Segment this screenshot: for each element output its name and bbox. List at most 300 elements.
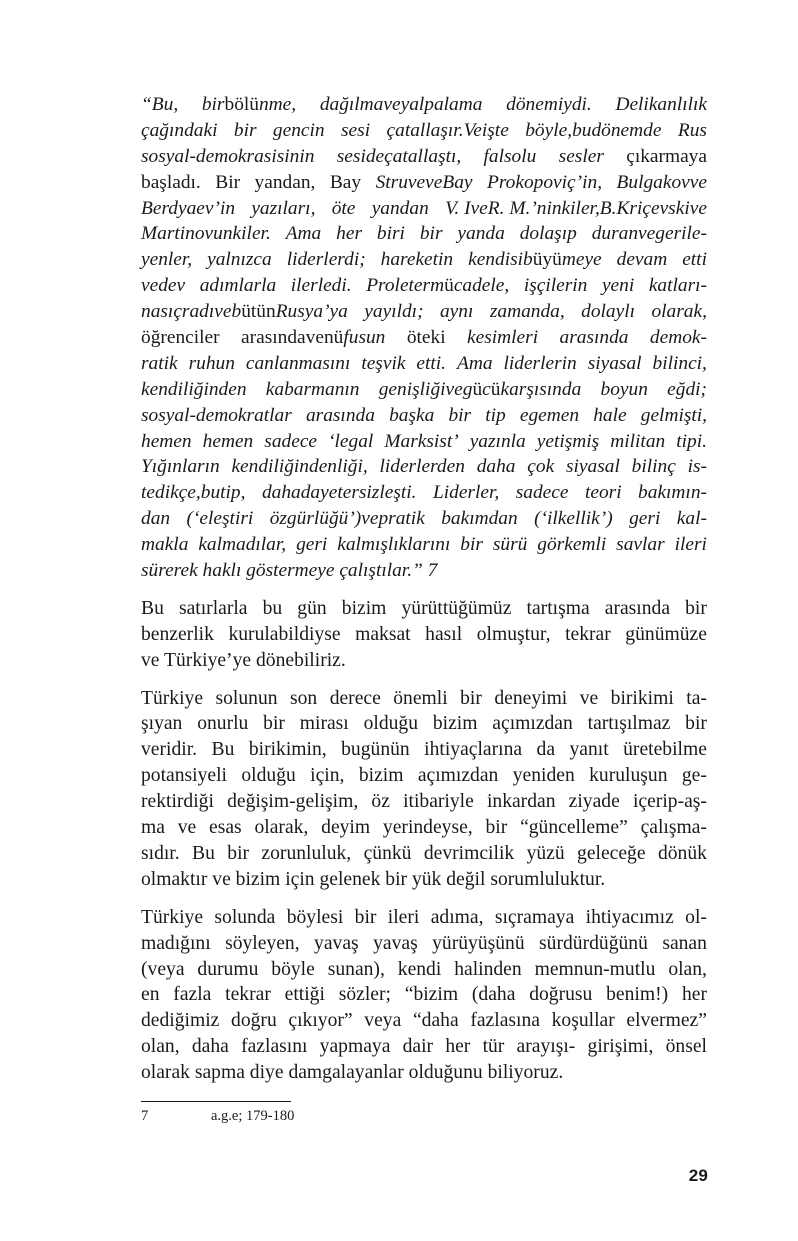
- word-group: [141, 403, 292, 429]
- roman-run: ö: [234, 94, 244, 115]
- word: yeni: [601, 275, 635, 297]
- footnote: [141, 1106, 707, 1126]
- text-line: [141, 1034, 707, 1060]
- text-line: [141, 622, 707, 648]
- word: ruhun: [188, 352, 235, 374]
- word: V. I: [445, 197, 471, 219]
- word: bir: [201, 94, 225, 115]
- word-group: [384, 429, 458, 455]
- word: pratik: [378, 508, 425, 530]
- word: Türkiye: [141, 687, 204, 709]
- word: sadece: [264, 430, 318, 452]
- word: öte: [331, 197, 356, 219]
- word: bilinci,: [652, 352, 707, 374]
- word: bir: [685, 713, 707, 735]
- word: ratik: [141, 352, 178, 374]
- word: yerindeyse,: [382, 817, 473, 839]
- word-group: [141, 92, 178, 118]
- text-line: [141, 532, 707, 558]
- word-group: [141, 221, 271, 247]
- word: kalmışlıklarını: [337, 534, 451, 556]
- word: sunan),: [327, 958, 385, 980]
- word-group: [520, 221, 577, 247]
- word: tekrar: [225, 984, 271, 1006]
- word: solunun: [215, 687, 278, 709]
- word-group: [516, 480, 569, 506]
- word: ‘legal: [328, 430, 374, 452]
- word: ve: [383, 94, 401, 115]
- word: kalmadılar,: [198, 534, 287, 556]
- word: bir: [460, 534, 483, 556]
- word: tipi.: [676, 430, 707, 452]
- word-group: [141, 351, 178, 377]
- word: tartışma: [526, 597, 590, 619]
- footnote-text: a.g.e; 179-180: [211, 1108, 295, 1124]
- word: dolaşıp: [519, 223, 577, 245]
- word: her: [681, 984, 707, 1006]
- word: elvermez”: [626, 1010, 707, 1032]
- word-group: [141, 325, 220, 351]
- word: tartışılmaz: [587, 713, 671, 735]
- word: çağındaki: [141, 119, 218, 141]
- roman-run: n: [265, 301, 276, 323]
- page-number: 29: [688, 1166, 708, 1185]
- word: en: [141, 984, 160, 1006]
- text-line: [141, 144, 707, 170]
- word: sıçramaya: [494, 906, 575, 928]
- word: mirası: [299, 713, 349, 735]
- word-group: [610, 429, 665, 455]
- word-group: [366, 273, 509, 299]
- word: geri: [296, 534, 328, 556]
- word-group: [615, 92, 707, 118]
- word: Ve: [463, 119, 482, 141]
- word: yüzü: [526, 842, 565, 864]
- word-group: [330, 170, 361, 196]
- word: memnun-mutlu: [534, 958, 656, 980]
- word: şıyan: [141, 713, 183, 735]
- text-line: [141, 648, 707, 674]
- word: genişliği: [378, 378, 446, 400]
- word: ma: [141, 817, 165, 839]
- word: kendisi: [468, 249, 524, 271]
- word: aynı: [439, 301, 474, 323]
- word: açımızdan: [492, 713, 573, 735]
- word: liderlerden: [379, 456, 465, 478]
- word: Bu: [192, 842, 215, 864]
- word: ve: [579, 687, 599, 709]
- word: olan,: [141, 1036, 180, 1058]
- word-group: [328, 429, 373, 455]
- word: yanıt: [569, 739, 609, 761]
- word: rektirdiği: [141, 791, 214, 813]
- word-group: [189, 351, 235, 377]
- text-line: [141, 325, 707, 351]
- word: için,: [310, 765, 345, 787]
- word: ve: [689, 197, 707, 219]
- word-group: [581, 299, 635, 325]
- word: bizim: [358, 765, 404, 787]
- text-line: [141, 789, 707, 815]
- word: teori: [584, 482, 622, 504]
- word-group: [676, 429, 707, 455]
- word-group: sürerek haklı göstermeye çalıştılar.” 7: [141, 560, 438, 582]
- word-group: [650, 325, 707, 351]
- text-line: [141, 118, 707, 144]
- text-line: [141, 957, 707, 983]
- word: sürdürdüğünü: [539, 932, 648, 954]
- word: dolaylı: [581, 301, 636, 323]
- word-group: [264, 429, 317, 455]
- word: kal-: [676, 508, 707, 530]
- roman-run: çıkarmaya: [626, 145, 707, 167]
- word: tip,: [220, 482, 246, 504]
- roman-run: arasında: [241, 327, 306, 349]
- word: adıma,: [430, 906, 484, 928]
- word: çatallaşır.: [386, 119, 464, 141]
- word-group: [651, 299, 706, 325]
- text-line: [141, 1060, 707, 1086]
- word: her: [336, 223, 363, 245]
- word-group: [585, 480, 622, 506]
- roman-run: ü: [490, 378, 501, 400]
- word: militan: [610, 430, 666, 452]
- word: bir: [227, 842, 250, 864]
- word: olduğu: [241, 765, 296, 787]
- word: arasında: [559, 327, 629, 349]
- word-group: [617, 170, 707, 196]
- word-group: [141, 247, 192, 273]
- roman-run: ü: [552, 249, 562, 271]
- word-group: [336, 221, 362, 247]
- word-group: olarak sapma diye damgalayanlar olduğunu biliyoruz.: [141, 1062, 564, 1084]
- word: Liderler,: [432, 482, 500, 504]
- word-group: [320, 92, 483, 118]
- word-group: [141, 299, 348, 325]
- word: böylesi: [286, 906, 344, 928]
- word: (veya: [141, 958, 185, 980]
- word: hemen: [141, 430, 192, 452]
- word-group: [441, 506, 517, 532]
- word-group: [675, 532, 707, 558]
- word-group: [470, 429, 526, 455]
- word: sürü: [492, 534, 528, 556]
- word: adımlarla: [199, 275, 277, 297]
- text-column: [141, 92, 707, 1086]
- word: olmuştur,: [476, 623, 551, 645]
- word-group: [616, 532, 664, 558]
- word: maksat: [355, 623, 411, 645]
- word: kuruluşun: [589, 765, 668, 787]
- word: da: [300, 482, 321, 504]
- text-line: [141, 596, 707, 622]
- word: sadece: [515, 482, 569, 504]
- footnote-marker: 7: [141, 1108, 149, 1124]
- word: g: [462, 378, 473, 400]
- word-group: [534, 506, 613, 532]
- word: gerile-: [655, 223, 707, 245]
- word-group: [291, 273, 352, 299]
- word-group: [379, 377, 582, 403]
- word: boyun: [600, 378, 648, 400]
- word: birikimin,: [248, 739, 327, 761]
- word-group: [141, 454, 220, 480]
- word: Ama: [456, 352, 493, 374]
- word-group: [287, 247, 366, 273]
- word: zamanda,: [489, 301, 565, 323]
- word-group: [407, 325, 446, 351]
- text-line: [141, 196, 707, 222]
- word: tedikçe,: [141, 482, 201, 504]
- word: ge-: [681, 765, 707, 787]
- word: sıçradı: [160, 301, 215, 323]
- word: “daha: [412, 1010, 459, 1032]
- roman-run: Bay: [329, 171, 362, 193]
- word: yazıları,: [251, 197, 316, 219]
- word: fazlasına: [470, 1010, 540, 1032]
- word: dair: [402, 1036, 434, 1058]
- word: bir: [354, 906, 377, 928]
- word-group: [376, 170, 473, 196]
- word-group: [477, 454, 516, 480]
- word: yazınla: [469, 430, 526, 452]
- word: yürüttüğümüz: [401, 597, 512, 619]
- word: çatallaştı,: [384, 145, 462, 167]
- word: böyle: [271, 958, 315, 980]
- word: ileri: [674, 534, 707, 556]
- word: böyle,: [525, 119, 573, 141]
- text-line: [141, 737, 707, 763]
- word: sesler: [558, 145, 604, 167]
- word: bir: [448, 404, 472, 426]
- word: derece: [329, 687, 381, 709]
- word-group: [296, 532, 327, 558]
- word: dönük: [657, 842, 707, 864]
- word: (‘ilkellik’): [534, 508, 613, 530]
- word: is-: [687, 456, 707, 478]
- word: dan: [141, 508, 171, 530]
- word: Yığınların: [141, 456, 220, 478]
- text-line: [141, 429, 707, 455]
- word-group: [638, 480, 707, 506]
- word: kabarmanın: [265, 378, 360, 400]
- word-group: [467, 325, 538, 351]
- word: ileri: [387, 906, 420, 928]
- word-group: [203, 429, 254, 455]
- word-group: [372, 196, 429, 222]
- word: yapmaya: [319, 1036, 391, 1058]
- word: kendiliğinden: [141, 378, 247, 400]
- word-group: [457, 221, 504, 247]
- word: ettiği: [284, 984, 325, 1006]
- roman-run: ü: [249, 94, 259, 115]
- word-group: [187, 506, 254, 532]
- word: ve: [214, 301, 232, 323]
- word: doğru: [231, 1010, 277, 1032]
- word: geleceğe: [577, 842, 646, 864]
- word: bu: [572, 119, 592, 141]
- word: ve: [470, 197, 488, 219]
- word: satırlarla: [178, 597, 248, 619]
- word: olan,: [668, 958, 707, 980]
- word-group: [332, 196, 356, 222]
- text-line: [141, 299, 707, 325]
- roman-run: öteki: [406, 327, 446, 349]
- word: sosyal-demokrasisinin: [141, 145, 315, 167]
- word: yayıldı;: [364, 301, 424, 323]
- word: biri: [376, 223, 405, 245]
- word-group: [207, 247, 272, 273]
- word-group: [286, 221, 322, 247]
- word: Marksist’: [384, 430, 459, 452]
- word: sosyal-demokratlar: [141, 404, 292, 426]
- word: egemen: [519, 404, 580, 426]
- word-group: [506, 92, 592, 118]
- word: teşvik: [361, 352, 406, 374]
- word: çünkü: [363, 842, 412, 864]
- word-group: [141, 273, 185, 299]
- word-group: [202, 92, 296, 118]
- word: Struve: [375, 171, 426, 193]
- word: çok: [527, 456, 555, 478]
- word: liderlerdi;: [286, 249, 366, 271]
- text-line: [141, 815, 707, 841]
- word: girişimi,: [587, 1036, 654, 1058]
- word-group: [215, 170, 240, 196]
- word: öz: [371, 791, 390, 813]
- word-group: [503, 351, 576, 377]
- word: madığını: [141, 932, 211, 954]
- word: kendi: [397, 958, 442, 980]
- word-group: [525, 118, 661, 144]
- word: üretebilme: [623, 739, 707, 761]
- word: geri: [629, 508, 661, 530]
- word: ihtiyacımız: [585, 906, 674, 928]
- text-line: [141, 480, 707, 506]
- text-line: [141, 221, 707, 247]
- word: devam: [616, 249, 668, 271]
- word: söyleyen,: [225, 932, 300, 954]
- word: yetişmiş: [536, 430, 600, 452]
- word: duran: [591, 223, 639, 245]
- word-group: [520, 403, 579, 429]
- word: sesi: [336, 145, 366, 167]
- word: birikimi: [610, 687, 674, 709]
- word: bizim: [341, 597, 387, 619]
- word: bir: [460, 687, 482, 709]
- text-line: [141, 403, 707, 429]
- word: olduğu: [363, 713, 419, 735]
- word: bir: [419, 223, 443, 245]
- word: her: [445, 1036, 471, 1058]
- word-group: [460, 532, 483, 558]
- text-line: [141, 763, 707, 789]
- word-group: [641, 403, 707, 429]
- roman-run: y: [542, 249, 553, 271]
- word: nme,: [258, 94, 297, 115]
- word: başka: [389, 404, 435, 426]
- word: Bay: [442, 171, 473, 193]
- word-group: [487, 170, 602, 196]
- roman-run: başladı.: [141, 171, 201, 193]
- paragraph-2: [141, 686, 707, 893]
- word: yalnızca: [207, 249, 272, 271]
- roman-run: ü: [241, 301, 251, 323]
- word: ve: [361, 508, 379, 530]
- word: m: [430, 275, 445, 297]
- word: bu: [200, 482, 221, 504]
- word: fusun: [343, 327, 386, 349]
- word: bir: [685, 597, 707, 619]
- word: yetersizleşti.: [320, 482, 417, 504]
- word: bakımın-: [638, 482, 707, 504]
- roman-run: b: [224, 94, 235, 115]
- word-group: [682, 247, 707, 273]
- word-group: [433, 480, 499, 506]
- word: b: [523, 249, 533, 271]
- word: daha: [476, 456, 516, 478]
- word-group: [588, 351, 642, 377]
- word: demok-: [649, 327, 707, 349]
- word-group: [270, 506, 425, 532]
- word: “güncelleme”: [520, 817, 628, 839]
- word: arasında: [305, 404, 375, 426]
- word: Bulgakov: [616, 171, 690, 193]
- word-group: [485, 403, 505, 429]
- word-group: [361, 351, 405, 377]
- word-group: [629, 506, 660, 532]
- text-line: [141, 867, 707, 893]
- word: son: [290, 687, 318, 709]
- word: gencin: [272, 119, 325, 141]
- word: zorunluluk,: [261, 842, 352, 864]
- word: c: [482, 378, 491, 400]
- word: fazla: [173, 984, 212, 1006]
- word-group: [141, 480, 245, 506]
- word: veridir.: [141, 739, 198, 761]
- word: itibariyle: [403, 791, 474, 813]
- text-line: [141, 905, 707, 931]
- word-group: [560, 325, 629, 351]
- word: savlar: [616, 534, 665, 556]
- word: dev: [158, 275, 186, 297]
- text-line: [141, 841, 707, 867]
- word-group: [200, 273, 277, 299]
- word: işçilerin: [523, 275, 588, 297]
- word-group: [559, 144, 604, 170]
- word-group: [416, 351, 446, 377]
- word-group: [448, 403, 471, 429]
- word: ve: [425, 171, 443, 193]
- word-group: [493, 532, 527, 558]
- word: olarak,: [651, 301, 707, 323]
- word: yürüyüşünü: [432, 932, 525, 954]
- word: deneyimi: [494, 687, 568, 709]
- word-group: [306, 403, 375, 429]
- text-line: [141, 92, 707, 118]
- text-line: [141, 454, 707, 480]
- word: daha: [261, 482, 301, 504]
- word: açımızdan: [417, 765, 499, 787]
- word: etti: [682, 249, 707, 271]
- word: sanan: [662, 932, 707, 954]
- word-group: [141, 196, 235, 222]
- word: da: [536, 739, 556, 761]
- word: Rus: [677, 119, 707, 141]
- word: yenler,: [141, 249, 193, 271]
- word-group: [420, 221, 443, 247]
- word: önemli: [393, 687, 448, 709]
